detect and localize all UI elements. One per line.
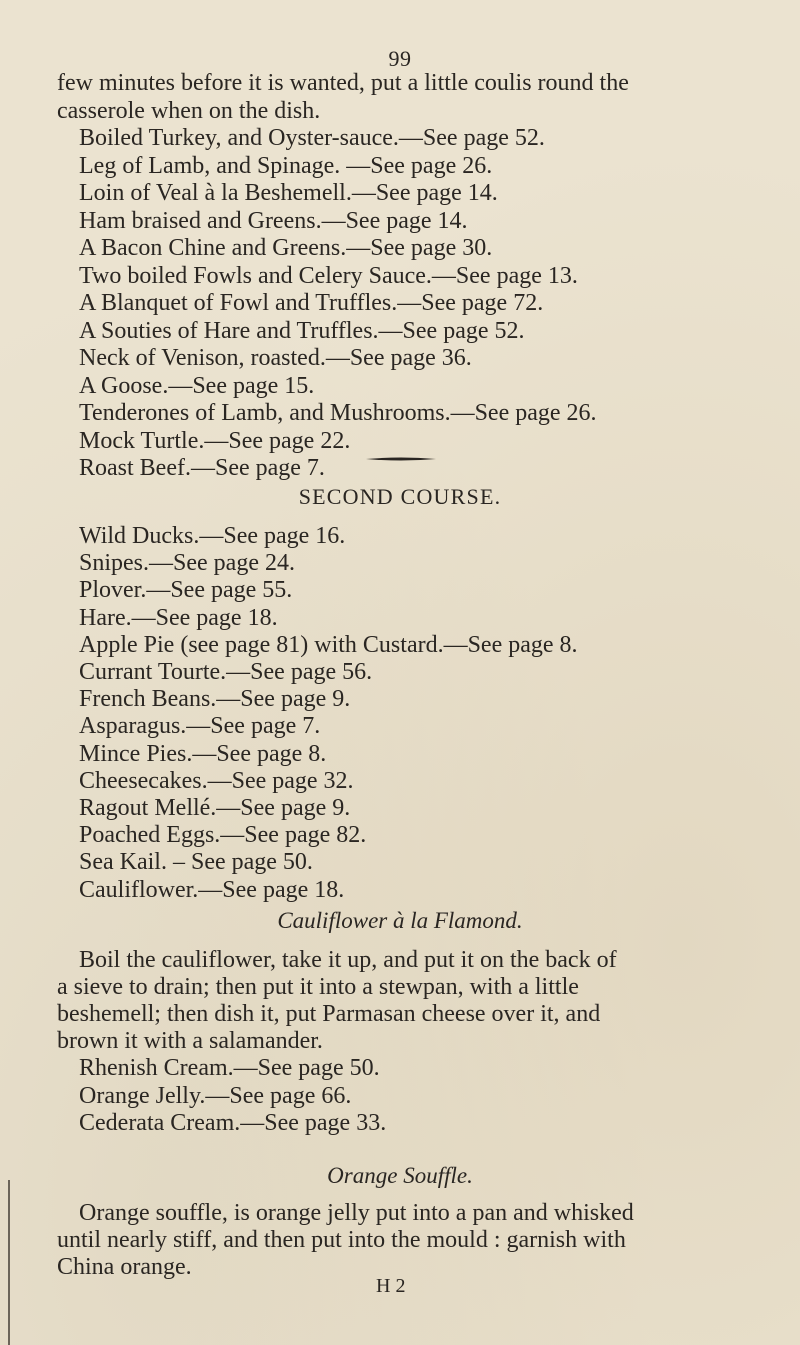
paragraph-line: a sieve to drain; then put it into a stewpan, with a little bbox=[57, 974, 579, 1000]
continuation-line-2: casserole when on the dish. bbox=[57, 97, 321, 124]
page-number: 99 bbox=[388, 46, 412, 71]
page-edge-line bbox=[8, 1180, 10, 1345]
list-item: Boiled Turkey, and Oyster-sauce.—See page 52. bbox=[79, 125, 545, 151]
list-item: Orange Jelly.—See page 66. bbox=[79, 1082, 352, 1109]
signature-mark: H 2 bbox=[376, 1275, 406, 1297]
paragraph-line: Boil the cauliflower, take it up, and put it on the back of bbox=[79, 947, 617, 973]
recipe-title: Orange Souffle. bbox=[327, 1163, 473, 1188]
list-item: Rhenish Cream.—See page 50. bbox=[79, 1055, 380, 1081]
section-heading: SECOND COURSE. bbox=[298, 484, 502, 509]
list-item: Mock Turtle.—See page 22. bbox=[79, 427, 351, 454]
list-item: Ham braised and Greens.—See page 14. bbox=[79, 207, 468, 234]
paragraph-line: China orange. bbox=[57, 1254, 192, 1280]
list-item: A Blanquet of Fowl and Truffles.—See page 72. bbox=[79, 290, 544, 316]
continuation-line-1: few minutes before it is wanted, put a little coulis round the bbox=[57, 70, 629, 96]
list-item: Ragout Mellé.—See page 9. bbox=[79, 795, 351, 822]
list-item: Hare.—See page 18. bbox=[79, 604, 278, 631]
first-course-block bbox=[57, 70, 737, 483]
recipe-paragraph bbox=[57, 947, 747, 1055]
list-item: Plover.—See page 55. bbox=[79, 577, 293, 604]
list-item: Cheesecakes.—See page 32. bbox=[79, 767, 354, 794]
list-item: Neck of Venison, roasted.—See page 36. bbox=[79, 345, 472, 371]
list-item: Currant Tourte.—See page 56. bbox=[79, 659, 373, 686]
list-item: Asparagus.—See page 7. bbox=[79, 713, 321, 740]
list-item: Cederata Cream.—See page 33. bbox=[79, 1110, 387, 1136]
list-item: A Goose.—See page 15. bbox=[79, 372, 315, 399]
list-item: Cauliflower.—See page 18. bbox=[79, 876, 345, 903]
paragraph-line: beshemell; then dish it, put Parmasan cheese over it, and bbox=[57, 1001, 601, 1027]
list-item: Tenderones of Lamb, and Mushrooms.—See page 26. bbox=[79, 400, 597, 426]
recipe-title: Cauliflower à la Flamond. bbox=[277, 908, 523, 933]
list-item: French Beans.—See page 9. bbox=[79, 686, 351, 713]
list-item: Two boiled Fowls and Celery Sauce.—See page 13. bbox=[79, 262, 578, 289]
list-item: Loin of Veal à la Beshemell.—See page 14. bbox=[79, 180, 498, 206]
list-item: A Souties of Hare and Truffles.—See page 52. bbox=[79, 317, 525, 344]
second-course-block bbox=[57, 523, 737, 904]
list-item: Sea Kail. – See page 50. bbox=[79, 849, 313, 876]
paragraph-line: brown it with a salamander. bbox=[57, 1028, 323, 1054]
list-item: Apple Pie (see page 81) with Custard.—See page 8. bbox=[79, 631, 578, 658]
list-item: Leg of Lamb, and Spinage. —See page 26. bbox=[79, 152, 493, 179]
third-list-block bbox=[57, 1055, 737, 1138]
paragraph-line: until nearly stiff, and then put into the mould : garnish with bbox=[57, 1227, 626, 1253]
list-item: Roast Beef.—See page 7. bbox=[79, 455, 325, 481]
list-item: Poached Eggs.—See page 82. bbox=[79, 822, 367, 849]
list-item: Mince Pies.—See page 8. bbox=[79, 740, 327, 767]
ornamental-rule bbox=[366, 457, 436, 461]
list-item: Wild Ducks.—See page 16. bbox=[79, 523, 346, 549]
list-item: A Bacon Chine and Greens.—See page 30. bbox=[79, 235, 493, 261]
paragraph-line: Orange souffle, is orange jelly put into a pan and whisked bbox=[79, 1200, 634, 1226]
list-item: Snipes.—See page 24. bbox=[79, 550, 295, 577]
recipe-paragraph bbox=[57, 1200, 747, 1281]
